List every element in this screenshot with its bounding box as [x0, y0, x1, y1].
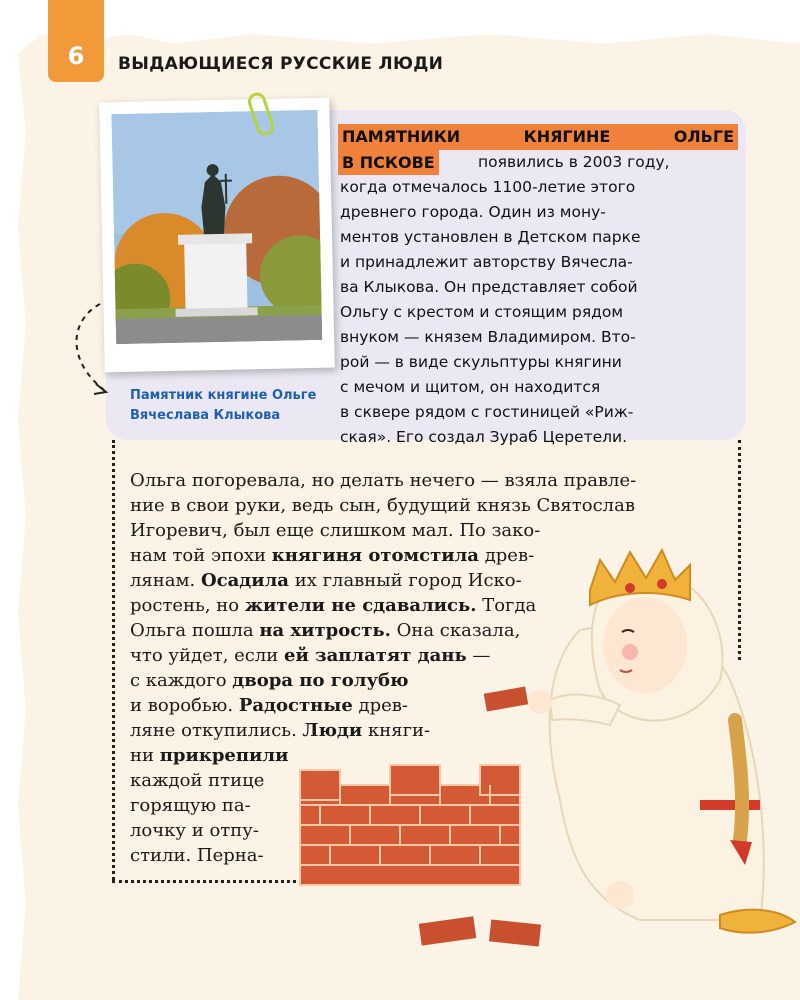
- story-line: ростень, но жители не сдавались. Тогда: [130, 595, 537, 616]
- info-line: ментов установлен в Детском парке: [340, 228, 641, 246]
- info-line: когда отмечалось 1100-летие этого: [340, 178, 636, 196]
- story-line: Ольга пошла на хитрость. Она сказала,: [130, 620, 521, 641]
- story-line: нам той эпохи княгиня отомстила древ-: [130, 545, 535, 566]
- info-heading-line2: В ПСКОВЕ: [338, 150, 439, 175]
- info-line: с мечом и щитом, он находится: [340, 378, 601, 396]
- story-line: Ольга погоревала, но делать нечего — взяла правле-: [130, 470, 637, 491]
- info-line: рой — в виде скульптуры княгини: [340, 353, 622, 371]
- section-title: ВЫДАЮЩИЕСЯ РУССКИЕ ЛЮДИ: [118, 54, 444, 74]
- info-line: ва Клыкова. Он представляет собой: [340, 278, 638, 296]
- story-line: ляне откупились. Люди княги-: [130, 720, 431, 741]
- story-line: с каждого двора по голубю: [130, 670, 409, 691]
- info-heading: [338, 124, 748, 150]
- monument-photo-image: [111, 110, 322, 344]
- monument-photo: [99, 98, 335, 373]
- info-text: [340, 150, 720, 450]
- page-number: 6: [48, 0, 104, 82]
- dashed-arrow-icon: [60, 300, 120, 400]
- story-line: стили. Перна-: [130, 845, 264, 866]
- info-line: в сквере рядом с гостиницей «Риж-: [340, 403, 634, 421]
- story-text: [130, 468, 720, 868]
- info-line: и принадлежит авторству Вячесла-: [340, 253, 633, 271]
- info-line: древнего города. Один из мону-: [340, 203, 606, 221]
- story-line: лочку и отпу-: [130, 820, 259, 841]
- info-line: появились в 2003 году,: [478, 153, 670, 171]
- story-line: что уйдет, если ей заплатят дань —: [130, 645, 491, 666]
- story-line: горящую па-: [130, 795, 251, 816]
- story-line: Игоревич, был еще слишком мал. По зако-: [130, 520, 541, 541]
- dotted-border: [112, 880, 296, 883]
- info-heading-line1: ПАМЯТНИКИ КНЯГИНЕ ОЛЬГЕ: [338, 124, 738, 150]
- story-line: каждой птице: [130, 770, 265, 791]
- photo-caption-line: Вячеслава Клыкова: [130, 408, 281, 423]
- story-line: ни прикрепили: [130, 745, 289, 766]
- photo-caption-line: Памятник княгине Ольге: [130, 388, 317, 403]
- dotted-border: [112, 440, 115, 880]
- photo-caption: [130, 386, 340, 426]
- info-line: Ольгу с крестом и стоящим рядом: [340, 303, 624, 321]
- story-line: и воробью. Радостные древ-: [130, 695, 409, 716]
- story-line: лянам. Осадила их главный город Иско-: [130, 570, 522, 591]
- info-line: внуком — князем Владимиром. Вто-: [340, 328, 636, 346]
- story-line: ние в свои руки, ведь сын, будущий князь Святослав: [130, 495, 635, 516]
- info-line: ская». Его создал Зураб Церетели.: [340, 428, 628, 446]
